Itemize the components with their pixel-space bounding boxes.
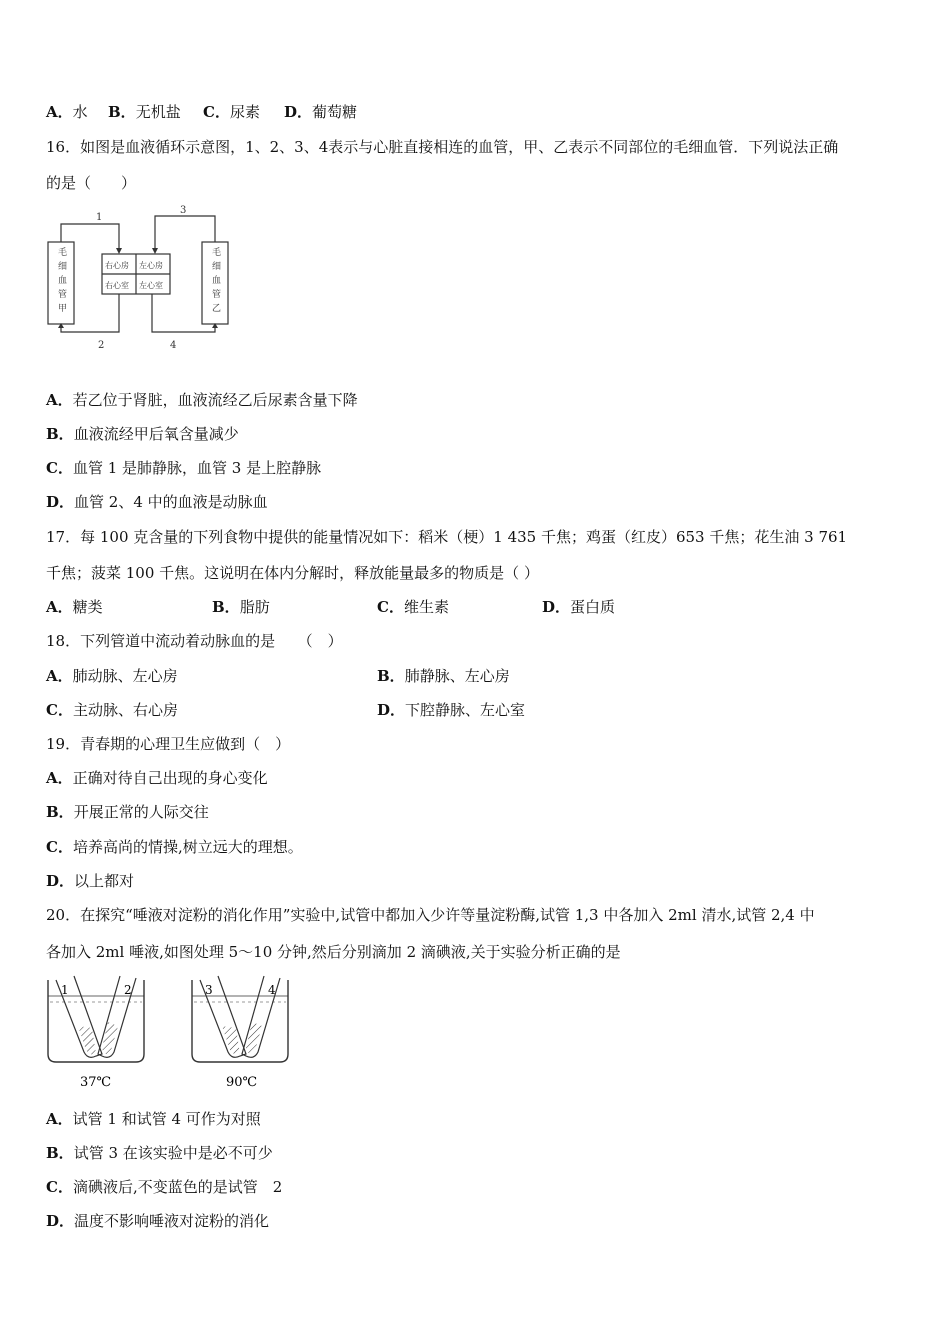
q20-stem-line1: 20．在探究“唾液对淀粉的消化作用”实验中,试管中都加入少许等量淀粉酶,试管 1,3 中各加入 2ml 清水,试管 2,4 中 (46, 906, 815, 924)
q19-option-c: C．培养高尚的情操,树立远大的理想。 (46, 838, 303, 856)
left-box-char-3: 血 (58, 276, 68, 286)
q16-option-b: B．血液流经甲后氧含量减少 (46, 425, 239, 443)
q17-stem-line2: 千焦；菠菜 100 千焦。这说明在体内分解时，释放能量最多的物质是（ ） (46, 564, 539, 582)
tube-label-3: 3 (205, 983, 213, 997)
q16-option-a: A．若乙位于肾脏，血液流经乙后尿素含量下降 (46, 391, 358, 409)
vessel-4 (152, 294, 215, 332)
q16-option-d: D．血管 2、4 中的血液是动脉血 (46, 493, 268, 511)
left-box-char-2: 细 (58, 262, 68, 272)
q20-option-b: B．试管 3 在该实验中是必不可少 (46, 1144, 273, 1162)
beaker-experiment-figure (44, 974, 294, 1094)
right-box-char-4: 管 (212, 290, 222, 300)
left-box-char-4: 管 (58, 290, 68, 300)
right-ventricle-label: 右心室 (105, 281, 129, 290)
q19-option-a: A．正确对待自己出现的身心变化 (46, 769, 268, 787)
left-box-char-1: 毛 (58, 248, 68, 258)
vessel-label-4: 4 (170, 340, 177, 351)
q17-option-d: D．蛋白质 (542, 598, 616, 616)
tube-label-4: 4 (268, 983, 276, 997)
beaker-1-temp: 37℃ (80, 1075, 112, 1090)
q16-option-c: C．血管 1 是肺静脉，血管 3 是上腔静脉 (46, 459, 322, 477)
tube-label-2: 2 (124, 983, 132, 997)
q18-option-a: A．肺动脉、左心房 (46, 667, 178, 685)
q16-stem-line1: 16．如图是血液循环示意图，1、2、3、4表示与心脏直接相连的血管，甲、乙表示不同部位的毛细血管．下列说法正确 (46, 138, 839, 156)
q17-stem-line1: 17．每 100 克含量的下列食物中提供的能量情况如下：稻米（梗）1 435 千焦；鸡蛋（红皮）653 千焦；花生油 3 761 (46, 528, 848, 546)
q18-stem: 18．下列管道中流动着动脉血的是 （ ） (46, 632, 343, 650)
q18-option-d: D．下腔静脉、左心室 (377, 701, 526, 719)
left-atrium-label: 左心房 (139, 261, 163, 270)
vessel-label-1: 1 (96, 212, 103, 223)
right-box-char-2: 细 (212, 262, 222, 272)
right-atrium-label: 右心房 (105, 261, 129, 270)
q17-option-a: A．糖类 (46, 598, 103, 616)
q17-option-b: B．脂肪 (212, 598, 270, 616)
right-box-char-3: 血 (212, 276, 222, 286)
q20-option-a: A．试管 1 和试管 4 可作为对照 (46, 1110, 261, 1128)
q19-stem: 19．青春期的心理卫生应做到（ ） (46, 735, 291, 753)
q20-option-c: C．滴碘液后,不变蓝色的是试管 2 (46, 1178, 283, 1196)
q15-option-a: A．水 (46, 103, 88, 121)
q16-stem-line2: 的是（ ） (46, 174, 137, 192)
left-box-char-5: 甲 (58, 304, 68, 314)
q15-option-d: D．葡萄糖 (284, 103, 358, 121)
vessel-1 (61, 224, 119, 250)
q18-option-b: B．肺静脉、左心房 (377, 667, 510, 685)
vessel-label-2: 2 (98, 340, 105, 351)
q15-option-b: B．无机盐 (108, 103, 181, 121)
q18-option-c: C．主动脉、右心房 (46, 701, 178, 719)
right-box-char-1: 毛 (212, 248, 222, 258)
beaker-2-temp: 90℃ (226, 1075, 258, 1090)
q20-option-d: D．温度不影响唾液对淀粉的消化 (46, 1212, 270, 1230)
right-box-char-5: 乙 (212, 304, 222, 314)
vessel-3 (155, 216, 215, 250)
q19-option-d: D．以上都对 (46, 872, 135, 890)
tube-label-1: 1 (61, 983, 69, 997)
q17-option-c: C．维生素 (377, 598, 449, 616)
left-ventricle-label: 左心室 (139, 281, 163, 290)
circulation-diagram (40, 202, 250, 362)
vessel-2 (61, 294, 119, 332)
q20-stem-line2: 各加入 2ml 唾液,如图处理 5～10 分钟,然后分别滴加 2 滴碘液,关于实验分析正确的是 (46, 943, 621, 961)
vessel-label-3: 3 (180, 205, 187, 216)
q15-option-c: C．尿素 (203, 103, 260, 121)
q19-option-b: B．开展正常的人际交往 (46, 803, 209, 821)
